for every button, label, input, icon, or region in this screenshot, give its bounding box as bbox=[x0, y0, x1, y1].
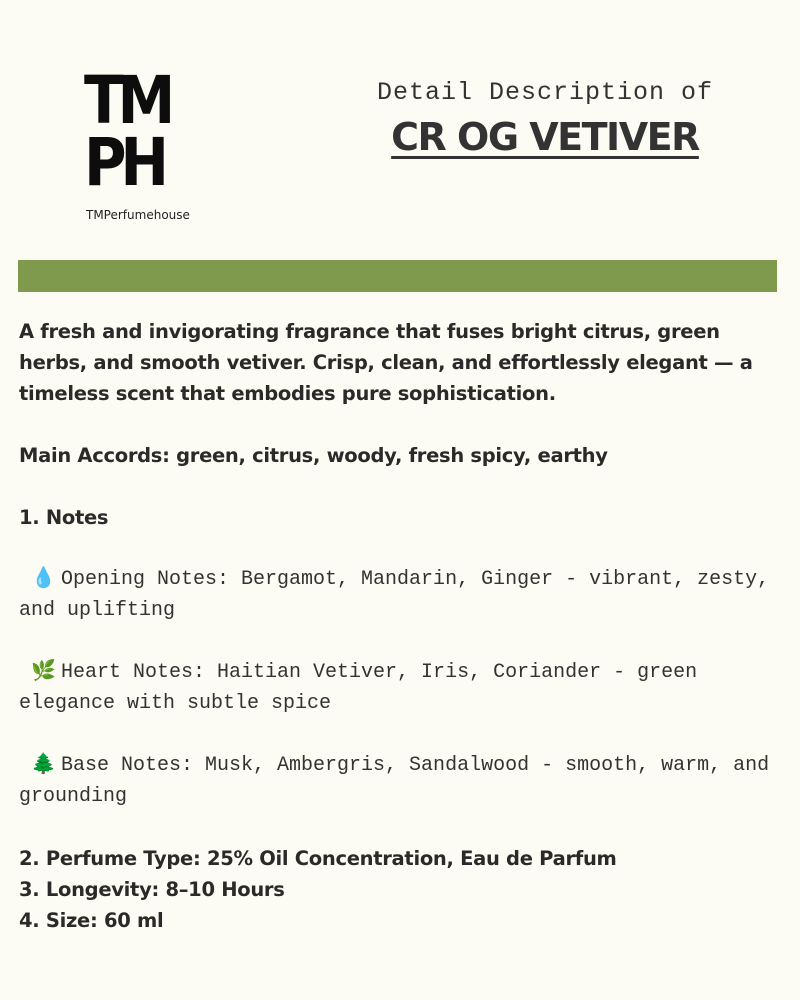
base-notes-text: Base Notes: Musk, Ambergris, Sandalwood - smooth, warm, and grounding bbox=[19, 754, 770, 808]
perfume-type: 2. Perfume Type: 25% Oil Concentration, Eau de Parfum bbox=[19, 847, 617, 870]
logo-subtitle: TMPerfumehouse bbox=[86, 208, 190, 222]
droplet-icon: 💧 bbox=[31, 568, 56, 591]
description-content bbox=[19, 316, 779, 936]
size: 4. Size: 60 ml bbox=[19, 909, 164, 932]
evergreen-tree-icon: 🌲 bbox=[31, 754, 56, 777]
main-accords: Main Accords: green, citrus, woody, fresh spicy, earthy bbox=[19, 444, 608, 467]
product-description: A fresh and invigorating fragrance that fuses bright citrus, green herbs, and smooth vetiver. Crisp, clean, and effortlessly elegant — a timeless scent that embodies pure sophistication. bbox=[19, 320, 753, 405]
opening-notes-text: Opening Notes: Bergamot, Mandarin, Ginger - vibrant, zesty, and uplifting bbox=[19, 568, 770, 622]
product-name: CR OG VETIVER bbox=[391, 115, 699, 159]
longevity: 3. Longevity: 8–10 Hours bbox=[19, 878, 285, 901]
heart-notes-text: Heart Notes: Haitian Vetiver, Iris, Coriander - green elegance with subtle spice bbox=[19, 661, 698, 715]
heading-prefix: Detail Description of bbox=[376, 78, 714, 107]
opening-notes bbox=[19, 564, 779, 626]
page-heading bbox=[340, 78, 750, 159]
brand-logo bbox=[84, 62, 204, 230]
base-notes bbox=[19, 750, 779, 812]
heart-notes bbox=[19, 657, 779, 719]
notes-title: 1. Notes bbox=[19, 506, 109, 529]
logo-mark: TM PH bbox=[84, 62, 170, 201]
accent-divider-bar bbox=[18, 260, 777, 292]
herb-icon: 🌿 bbox=[31, 661, 56, 684]
